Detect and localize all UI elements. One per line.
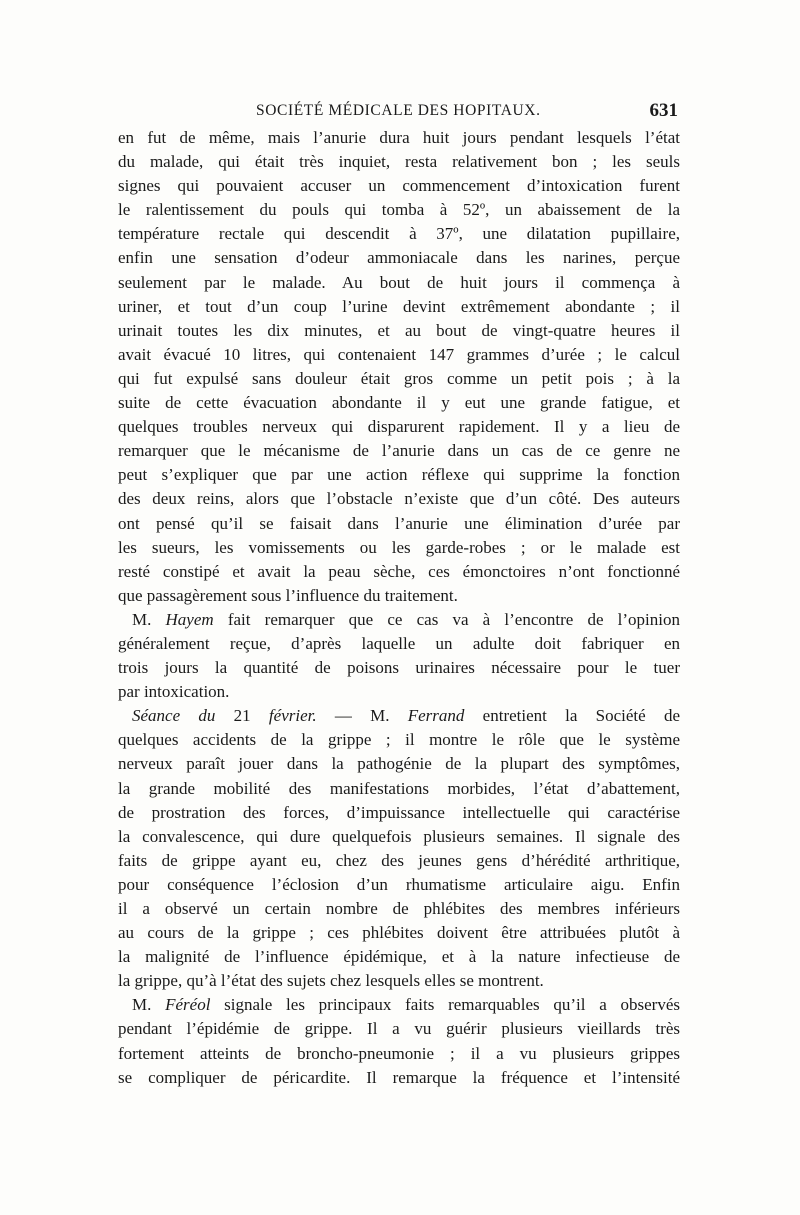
text-line: peut s’expliquer que par une action réflexe qui supprime la fonction (118, 465, 680, 485)
text-line: du malade, qui était très inquiet, resta relativement bon ; les seuls (118, 152, 680, 172)
paragraph-hayem-start: M. Hayem fait remarquer que ce cas va à l’encontre de l’opinion (132, 609, 680, 629)
text-line: faits de grippe ayant eu, chez des jeunes gens d’hérédité arthritique, (118, 850, 680, 870)
text-line: la grande mobilité des manifestations morbides, l’état d’abattement, (118, 778, 680, 798)
text-line: resté constipé et avait la peau sèche, ces émonctoires n’ont fonctionné (118, 561, 680, 581)
text-line: il a observé un certain nombre de phlébites des membres inférieurs (118, 899, 680, 918)
text-line: température rectale qui descendit à 37º, une dilatation pupillaire, (118, 224, 680, 244)
text-line: fortement atteints de broncho-pneumonie ; il a vu plusieurs grippes (118, 1043, 680, 1063)
text-line: se compliquer de péricardite. Il remarque la fréquence et l’intensité (118, 1067, 680, 1087)
text-line: quelques accidents de la grippe ; il montre le rôle que le système (118, 730, 680, 750)
text-line: des deux reins, alors que l’obstacle n’existe que d’un côté. Des auteurs (118, 489, 680, 509)
text-line: au cours de la grippe ; ces phlébites doivent être attribuées plutôt à (118, 923, 680, 943)
page-number: 631 (649, 100, 678, 121)
text-line: signes qui pouvaient accuser un commencement d’intoxication furent (118, 176, 680, 196)
text-line: trois jours la quantité de poisons urinaires nécessaire pour le tuer (118, 658, 680, 678)
text-line: généralement reçue, d’après laquelle un adulte doit fabriquer en (118, 633, 680, 653)
text-line: que passagèrement sous l’influence du traitement. (118, 585, 458, 605)
text-line: nerveux paraît jouer dans la pathogénie de la plupart des symptômes, (118, 754, 680, 774)
text-line: en fut de même, mais l’anurie dura huit jours pendant lesquels l’état (118, 128, 680, 147)
text-line: de prostration des forces, d’impuissance intellectuelle qui caractérise (118, 802, 680, 822)
text-line: la grippe, qu’à l’état des sujets chez lesquels elles se montrent. (118, 971, 544, 991)
text-line: par intoxication. (118, 682, 230, 702)
body-text (118, 126, 680, 1090)
text-line: remarquer que le mécanisme de l’anurie dans un cas de ce genre ne (118, 441, 680, 461)
text-line: pendant l’épidémie de grippe. Il a vu guérir plusieurs vieillards très (118, 1019, 680, 1039)
speaker-name: Féréol (165, 995, 211, 1015)
text-line: suite de cette évacuation abondante il y eut une grande fatigue, et (118, 393, 680, 413)
text-line: ont pensé qu’il se faisait dans l’anurie une élimination d’urée par (118, 513, 680, 533)
session-month: février. (268, 706, 317, 726)
text-line: avait évacué 10 litres, qui contenaient 147 grammes d’urée ; le calcul (118, 344, 680, 364)
text-line: enfin une sensation d’odeur ammoniacale dans les narines, perçue (118, 248, 680, 268)
speaker-name: Ferrand (407, 706, 465, 726)
text-line: urinait toutes les dix minutes, et au bout de vingt-quatre heures il (118, 320, 680, 340)
text-line: la malignité de l’influence épidémique, et à la nature infectieuse de (118, 947, 680, 967)
text-line: seulement par le malade. Au bout de huit jours il commença à (118, 272, 680, 292)
session-heading-line: Séance du 21 février. — M. Ferrand entretient la Société de (132, 706, 680, 726)
speaker-name: Hayem (165, 609, 214, 629)
paragraph-fereol-start: M. Féréol signale les principaux faits remarquables qu’il a observés (132, 995, 680, 1015)
session-label: Séance du (132, 706, 216, 726)
text-line: le ralentissement du pouls qui tomba à 52º, un abaissement de la (118, 200, 680, 220)
text-line: qui fut expulsé sans douleur était gros comme un petit pois ; à la (118, 368, 680, 388)
text-line: pour conséquence l’éclosion d’un rhumatisme articulaire aigu. Enfin (118, 874, 680, 894)
running-title: SOCIÉTÉ MÉDICALE DES HOPITAUX. (256, 102, 541, 119)
text-line: uriner, et tout d’un coup l’urine devint extrêmement abondante ; il (118, 296, 680, 316)
text-line: la convalescence, qui dure quelquefois plusieurs semaines. Il signale des (118, 826, 680, 846)
text-line: quelques troubles nerveux qui disparurent rapidement. Il y a lieu de (118, 417, 680, 437)
text-line: les sueurs, les vomissements ou les garde-robes ; or le malade est (118, 537, 680, 557)
running-head (118, 100, 678, 124)
